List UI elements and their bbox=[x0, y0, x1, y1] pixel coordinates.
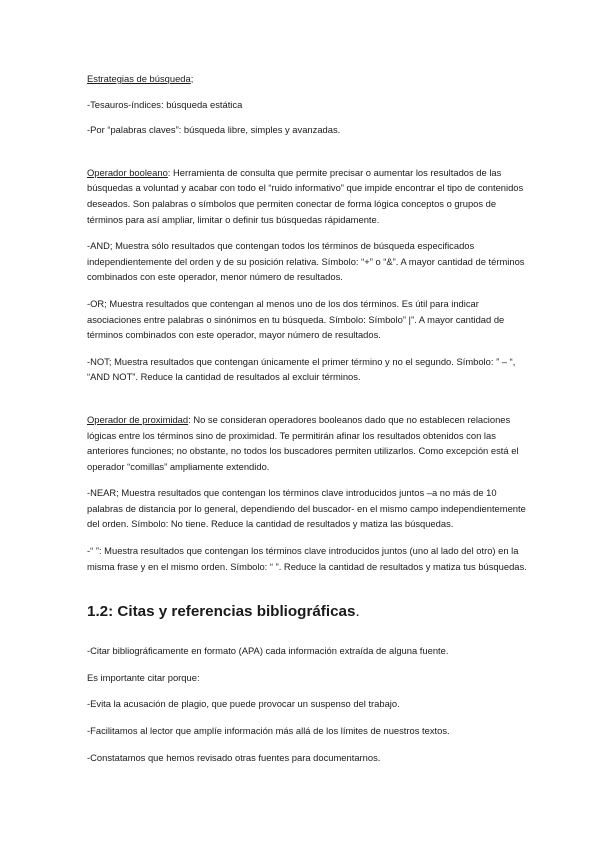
boolean-operator-intro: : Herramienta de consulta que permite precisar o aumentar los resultados de las búsquedas a voluntad y acabar con todo el “ruido informativo” que impide encontrar el tipo de contenidos deseados. Son palabras o símbolos que permiten conectar de forma lógica conceptos o grupos de términos para así ampliar, limitar o definir tus búsquedas rápidamente. bbox=[87, 166, 524, 225]
not-operator-paragraph: -NOT; Muestra resultados que contengan únicamente el primer término y no el segundo. Símbolo: ” – “, “AND NOT”. Reduce la cantidad de resultados al excluir términos. bbox=[87, 355, 516, 383]
boolean-operator-term: Operador booleano bbox=[87, 166, 168, 178]
proximity-operator-term: Operador de proximidad bbox=[87, 413, 189, 425]
or-operator-paragraph: -OR; Muestra resultados que contengan al menos uno de los dos términos. Es útil para indicar asociaciones entre palabras o sinónimos en tu búsqueda. Símbolo: Símbolo” |”. A mayor cantidad de términos combinados con este operador, mayor número de resultados. bbox=[87, 297, 505, 341]
reason-item: -Constatamos que hemos revisado otras fuentes para documentarnos. bbox=[87, 751, 381, 763]
citations-section-title: 1.2: Citas y referencias bibliográficas. bbox=[87, 603, 360, 621]
cite-instruction: -Citar bibliográficamente en formato (APA) cada información extraída de alguna fuente. bbox=[87, 645, 449, 657]
importance-lead: Es importante citar porque: bbox=[87, 671, 200, 683]
quotes-operator-paragraph: -“ ”: Muestra resultados que contengan los términos clave introducidos juntos (uno al lado del otro) en la misma frase y en el mismo orden. Símbolo: “ ”. Reduce la cantidad de resultados y matiza tus búsquedas. bbox=[87, 545, 527, 572]
heading-underlined-text: Estrategias de búsqueda bbox=[87, 73, 191, 84]
reason-item: -Evita la acusación de plagio, que puede provocar un suspenso del trabajo. bbox=[87, 698, 400, 710]
strategy-item: -Tesauros-índices: búsqueda estática bbox=[87, 98, 243, 110]
strategy-item: -Por “palabras claves”: búsqueda libre, simples y avanzadas. bbox=[87, 124, 341, 136]
reason-item: -Facilitamos al lector que amplíe información más allá de los límites de nuestros textos. bbox=[87, 725, 450, 737]
and-operator-paragraph: -AND; Muestra sólo resultados que contengan todos los términos de búsqueda especificados independientemente del orden y de su posición relativa. Símbolo: “+” o “&”. A mayor cantidad de términos combinados con este operador, menor número de resultados. bbox=[87, 240, 525, 283]
proximity-operator-intro: : No se consideran operadores booleanos dado que no establecen relaciones lógicas entre los términos sino de proximidad. Te permitirán afinar los resultados obtenidos con las anteriores funciones; no obstante, no todos los buscadores permiten utilizarlos. Como excepción está el operador “comillas” ampliamente extendido. bbox=[87, 413, 519, 472]
boolean-operator-paragraph bbox=[87, 165, 530, 227]
proximity-operator-paragraph bbox=[87, 412, 530, 474]
near-operator-paragraph: -NEAR; Muestra resultados que contengan los términos clave introducidos juntos –a no más de 10 palabras de distancia por lo general, dependiendo del buscador- en el mismo campo independientemente del orden. Símbolo: No tiene. Reduce la cantidad de resultados y matiza las búsquedas. bbox=[87, 487, 526, 530]
search-strategies-heading: Estrategias de búsqueda; bbox=[87, 73, 194, 84]
